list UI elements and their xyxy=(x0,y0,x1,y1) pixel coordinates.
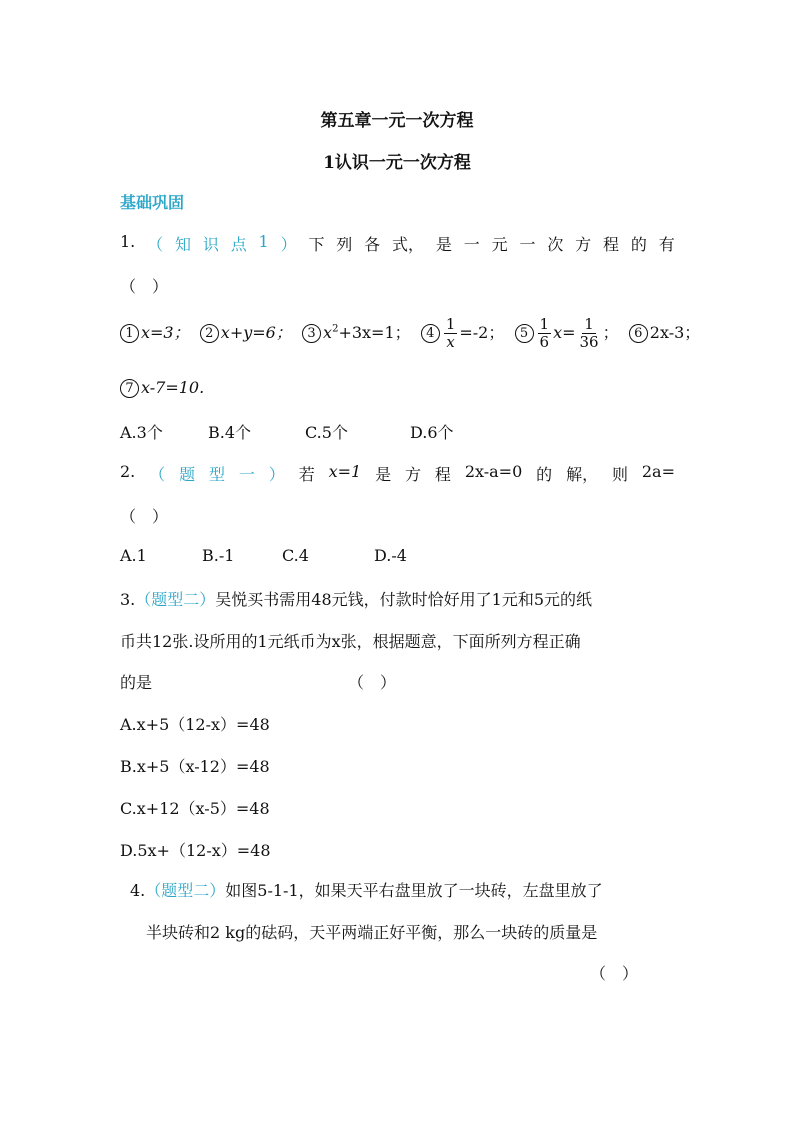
q1-stem-char: 列 xyxy=(336,235,353,254)
q3-option-c[interactable]: C.x+12（x-5）=48 xyxy=(120,799,270,818)
q3-number: 3. xyxy=(120,590,136,609)
q1-stem xyxy=(120,232,675,255)
section-label: 基础巩固 xyxy=(120,193,185,212)
q2-tag-char: 一 xyxy=(238,465,255,484)
q2-stem xyxy=(120,462,675,485)
q4-text-1: 如图5-1-1，如果天平右盘里放了一块砖，左盘里放了 xyxy=(225,881,603,900)
q1-item-2: x+y=6； xyxy=(220,323,292,342)
q3-answer-paren: （ ） xyxy=(348,673,397,692)
q1-stem-char: 一 xyxy=(463,235,480,254)
q1-stem-char: 程 xyxy=(603,235,620,254)
q2-option-c[interactable]: C.4 xyxy=(282,546,309,565)
q1-option-b[interactable]: B.4个 xyxy=(208,423,252,442)
q4-line1 xyxy=(130,878,603,901)
q3-text-1: 吴悦买书需用48元钱，付款时恰好用了1元和5元的纸 xyxy=(215,590,593,609)
q1-answer-paren: （ ） xyxy=(120,277,169,296)
q4-number: 4. xyxy=(130,881,146,900)
q1-tag-char: 识 xyxy=(202,235,219,254)
q1-option-c[interactable]: C.5个 xyxy=(305,423,348,442)
q1-tag-char: （ xyxy=(147,235,164,254)
circled-number: 7 xyxy=(120,379,139,398)
q1-stem-char: 有 xyxy=(658,235,675,254)
q1-item-4-tail: =-2； xyxy=(459,323,505,342)
q3-line1 xyxy=(120,587,592,610)
q1-items-row2 xyxy=(120,378,204,398)
q2-stem-char: 若 xyxy=(298,465,315,484)
denominator: 36 xyxy=(579,333,599,351)
q1-stem-char: 式， xyxy=(392,235,425,254)
q4-answer-paren: （ ） xyxy=(590,964,639,983)
exponent: 2 xyxy=(332,323,339,335)
q2-answer-paren: （ ） xyxy=(120,507,169,526)
q2-tag-char: 型 xyxy=(208,465,225,484)
fraction xyxy=(538,316,552,351)
q3-line3 xyxy=(120,670,396,693)
q1-item-5-mid: x= xyxy=(553,323,576,342)
q2-stem-char: x=1 xyxy=(328,462,362,481)
numerator: 1 xyxy=(539,315,550,333)
q1-tag-char: 知 xyxy=(174,235,191,254)
section-title: 1认识一元一次方程 xyxy=(323,153,471,173)
q1-item-5-tail: ； xyxy=(602,323,619,342)
q1-item-3a: x xyxy=(323,323,333,342)
q2-stem-char: 是 xyxy=(375,465,392,484)
q2-tag-char: 题 xyxy=(179,465,196,484)
q1-options xyxy=(120,420,454,443)
circled-number: 2 xyxy=(200,324,219,343)
q2-options xyxy=(120,546,407,565)
q1-stem-char: 元 xyxy=(491,235,508,254)
q2-option-b[interactable]: B.-1 xyxy=(202,546,235,565)
q1-option-a[interactable]: A.3个 xyxy=(120,423,163,442)
numerator: 1 xyxy=(584,315,594,333)
circled-number: 6 xyxy=(629,324,648,343)
denominator: 6 xyxy=(539,333,550,351)
q1-tag-char: 1 xyxy=(258,232,269,251)
chapter-title: 第五章一元一次方程 xyxy=(320,111,474,131)
circled-number: 3 xyxy=(302,324,321,343)
q1-stem-char: 一 xyxy=(519,235,536,254)
q4-line2: 半块砖和2 kg的砝码，天平两端正好平衡，那么一块砖的质量是 xyxy=(146,923,598,942)
q1-item-3b: +3x=1； xyxy=(338,323,411,342)
q2-stem-char: 2x-a=0 xyxy=(464,462,523,481)
fraction xyxy=(578,316,601,351)
q3-option-d[interactable]: D.5x+（12-x）=48 xyxy=(120,841,271,860)
q1-tag-char: 点 xyxy=(230,235,247,254)
q2-option-d[interactable]: D.-4 xyxy=(374,546,407,565)
q2-stem-char: 程 xyxy=(434,465,451,484)
q1-stem-char: 方 xyxy=(575,235,592,254)
q1-number: 1. xyxy=(120,232,136,251)
q2-tag-char: ） xyxy=(268,465,285,484)
q2-stem-char: 解， xyxy=(566,465,599,484)
denominator: x xyxy=(446,333,455,351)
q1-stem-char: 次 xyxy=(547,235,564,254)
circled-number: 1 xyxy=(120,324,139,343)
q3-tag: （题型二） xyxy=(135,590,216,609)
circled-number: 5 xyxy=(515,324,534,343)
q1-items xyxy=(120,316,700,351)
q2-stem-char: 则 xyxy=(611,465,628,484)
q2-stem-char: 2a= xyxy=(641,462,675,481)
q2-stem-char: 的 xyxy=(536,465,553,484)
q2-number: 2. xyxy=(120,462,136,481)
q1-stem-char: 的 xyxy=(630,235,647,254)
fraction xyxy=(444,316,458,351)
q3-line2: 币共12张.设所用的1元纸币为x张，根据题意，下面所列方程正确 xyxy=(120,632,581,651)
q3-option-b[interactable]: B.x+5（x-12）=48 xyxy=(120,757,270,776)
q1-item-7: x-7=10. xyxy=(141,378,205,397)
q3-option-a[interactable]: A.x+5（12-x）=48 xyxy=(120,715,270,734)
q1-stem-char: 是 xyxy=(435,235,452,254)
q1-item-6: 2x-3； xyxy=(649,323,701,342)
q2-stem-char: 方 xyxy=(405,465,422,484)
q4-tag: （题型二） xyxy=(145,881,226,900)
q1-stem-char: 各 xyxy=(364,235,381,254)
q1-tag-char: ） xyxy=(280,235,297,254)
circled-number: 4 xyxy=(421,324,440,343)
q1-option-d[interactable]: D.6个 xyxy=(410,423,454,442)
q1-item-1: x=3； xyxy=(141,323,190,342)
q2-option-a[interactable]: A.1 xyxy=(120,546,147,565)
q3-text-3: 的是 xyxy=(120,673,153,692)
q2-tag-char: （ xyxy=(149,465,166,484)
q1-stem-char: 下 xyxy=(308,235,325,254)
numerator: 1 xyxy=(445,315,456,333)
